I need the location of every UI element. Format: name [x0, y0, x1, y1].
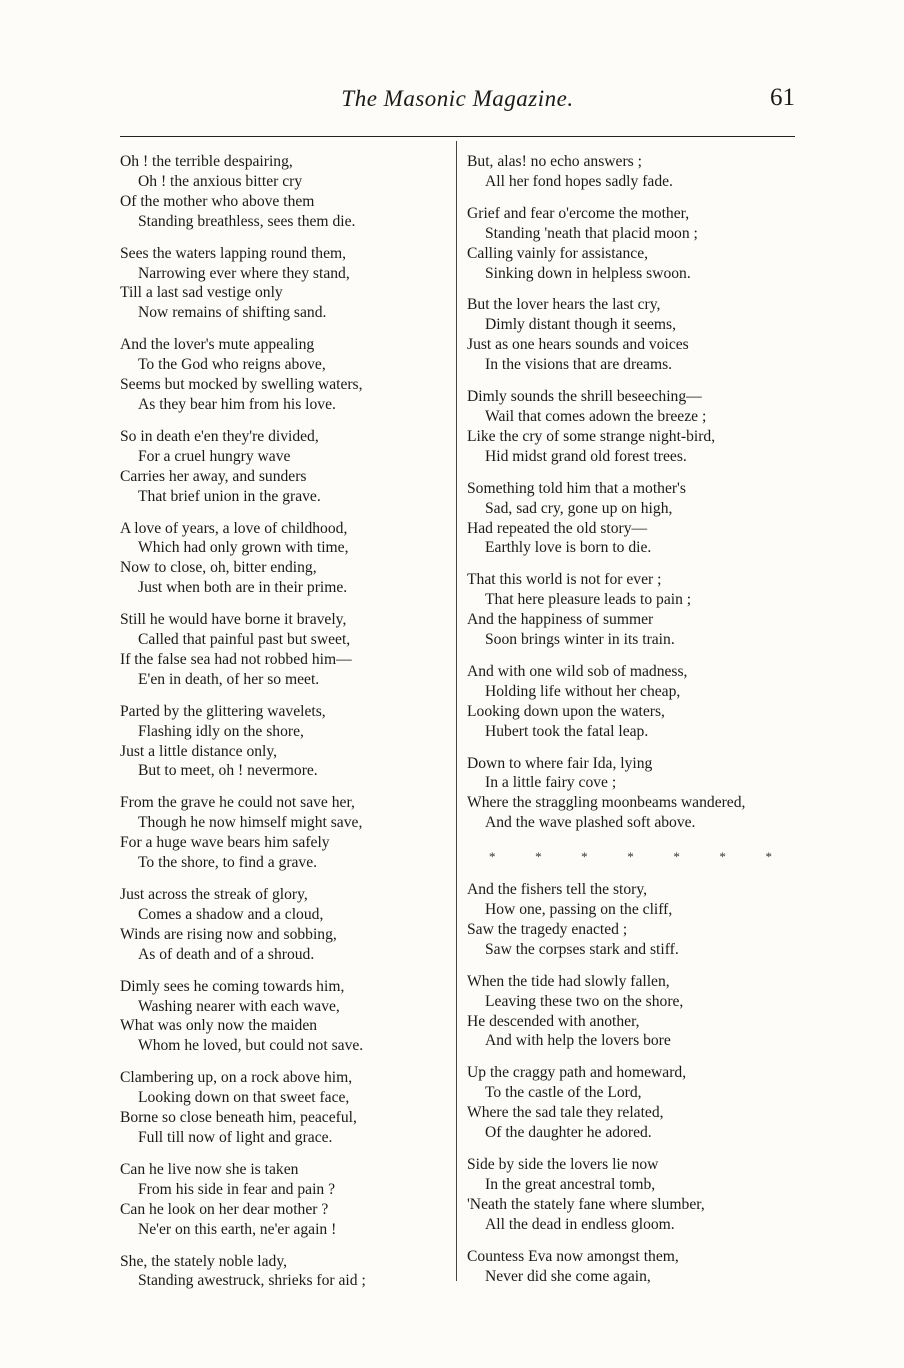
verse-line: Can he live now she is taken [120, 1160, 299, 1178]
verse-line: Still he would have borne it bravely, [120, 611, 347, 629]
stanza [467, 570, 792, 650]
verse-line: Saw the corpses stark and stiff. [485, 940, 679, 958]
verse-line: Sinking down in helpless swoon. [485, 264, 691, 282]
verse-line: Just as one hears sounds and voices [467, 336, 689, 354]
verse-line: Winds are rising now and sobbing, [120, 925, 337, 943]
verse-line: Seems but mocked by swelling waters, [120, 376, 363, 394]
verse-line: Something told him that a mother's [467, 479, 686, 497]
asterisk: * [581, 849, 588, 865]
verse-line: Had repeated the old story— [467, 519, 648, 537]
page-number: 61 [770, 84, 795, 111]
verse-line: Standing breathless, sees them die. [138, 212, 356, 230]
verse-line: All the dead in endless gloom. [485, 1215, 675, 1233]
verse-line: Sees the waters lapping round them, [120, 244, 347, 262]
header-rule [120, 136, 795, 137]
verse-line: Dimly sees he coming towards him, [120, 977, 345, 995]
verse-line: From the grave he could not save her, [120, 794, 355, 812]
verse-line: For a huge wave bears him safely [120, 834, 330, 852]
verse-line: Which had only grown with time, [138, 539, 349, 557]
verse-line: And the happiness of summer [467, 611, 654, 629]
verse-line: Saw the tragedy enacted ; [467, 920, 628, 938]
stanza [120, 1068, 446, 1148]
verse-line: Standing awestruck, shrieks for aid ; [138, 1272, 366, 1290]
verse-line: Washing nearer with each wave, [138, 997, 340, 1015]
stanza [467, 387, 792, 467]
verse-line: She, the stately noble lady, [120, 1252, 288, 1270]
stanza [467, 1247, 792, 1287]
verse-line: Earthly love is born to die. [485, 539, 652, 557]
verse-line: From his side in fear and pain ? [138, 1180, 336, 1198]
verse-line: Of the daughter he adored. [485, 1124, 652, 1142]
stanza [467, 479, 792, 559]
asterisk: * [489, 849, 496, 865]
verse-line: When the tide had slowly fallen, [467, 972, 670, 990]
verse-line: All her fond hopes sadly fade. [485, 172, 673, 190]
verse-line: Holding life without her cheap, [485, 682, 681, 700]
verse-line: Whom he loved, but could not save. [138, 1037, 364, 1055]
verse-line: Dimly distant though it seems, [485, 316, 677, 334]
verse-line: But the lover hears the last cry, [467, 296, 661, 314]
verse-line: Just when both are in their prime. [138, 579, 348, 597]
verse-line: Sad, sad cry, gone up on high, [485, 499, 673, 517]
stanza [120, 152, 446, 232]
verse-line: And with one wild sob of madness, [467, 662, 688, 680]
stanza [467, 880, 792, 960]
verse-line: Oh ! the anxious bitter cry [138, 172, 303, 190]
asterisk: * [719, 849, 726, 865]
verse-line: Can he look on her dear mother ? [120, 1200, 329, 1218]
verse-line: Never did she come again, [485, 1267, 651, 1285]
verse-line: Soon brings winter in its train. [485, 631, 675, 649]
verse-line: Till a last sad vestige only [120, 284, 283, 302]
verse-line: Where the sad tale they related, [467, 1104, 664, 1122]
verse-line: For a cruel hungry wave [138, 447, 291, 465]
stanza [120, 335, 446, 415]
verse-line: Countess Eva now amongst them, [467, 1247, 679, 1265]
verse-line: Called that painful past but sweet, [138, 631, 351, 649]
verse-line: Down to where fair Ida, lying [467, 754, 653, 772]
stanza [467, 754, 792, 834]
verse-line: In a little fairy cove ; [485, 774, 617, 792]
left-column [120, 152, 446, 1303]
verse-line: Side by side the lovers lie now [467, 1155, 659, 1173]
verse-line: That here pleasure leads to pain ; [485, 591, 692, 609]
verse-line: Ne'er on this earth, ne'er again ! [138, 1220, 337, 1238]
verse-line: Leaving these two on the shore, [485, 992, 684, 1010]
stanza [120, 885, 446, 965]
verse-line: Looking down on that sweet face, [138, 1089, 350, 1107]
stanza [467, 295, 792, 375]
verse-line: How one, passing on the cliff, [485, 901, 673, 918]
stanza [467, 1063, 792, 1143]
column-divider [456, 141, 457, 1281]
verse-line: Where the straggling moonbeams wandered, [467, 794, 746, 812]
stanza [120, 1160, 446, 1240]
stanza [467, 972, 792, 1052]
verse-line: But, alas! no echo answers ; [467, 153, 642, 170]
right-column [467, 152, 792, 1298]
stanza [467, 204, 792, 284]
verse-line: Though he now himself might save, [138, 814, 363, 832]
stanza [120, 1252, 446, 1292]
verse-line: Just across the streak of glory, [120, 886, 308, 903]
verse-line: A love of years, a love of childhood, [120, 519, 348, 537]
stanza [467, 152, 792, 192]
verse-line: Borne so close beneath him, peaceful, [120, 1109, 357, 1127]
verse-line: Clambering up, on a rock above him, [120, 1069, 353, 1087]
verse-line: Now to close, oh, bitter ending, [120, 559, 317, 577]
verse-line: Hid midst grand old forest trees. [485, 447, 687, 465]
verse-line: What was only now the maiden [120, 1017, 318, 1035]
stanza [120, 244, 446, 324]
right-column-bottom [467, 880, 792, 1286]
right-column-top [467, 152, 792, 833]
verse-line: Wail that comes adown the breeze ; [485, 407, 707, 425]
verse-line: Full till now of light and grace. [138, 1128, 333, 1146]
stanza [120, 519, 446, 599]
stanza [120, 793, 446, 873]
asterisk: * [627, 849, 634, 865]
page-header [120, 86, 795, 126]
verse-line: Now remains of shifting sand. [138, 304, 327, 322]
asterisk: * [765, 849, 772, 865]
verse-line: But to meet, oh ! nevermore. [138, 762, 318, 780]
verse-line: Comes a shadow and a cloud, [138, 905, 324, 923]
verse-line: And the wave plashed soft above. [485, 814, 696, 832]
verse-line: Like the cry of some strange night-bird, [467, 427, 716, 445]
verse-line: Carries her away, and sunders [120, 467, 307, 485]
verse-line: Dimly sounds the shrill beseeching— [467, 388, 702, 406]
verse-line: As they bear him from his love. [138, 395, 336, 413]
running-title: The Masonic Magazine. [341, 86, 574, 111]
section-separator [467, 845, 792, 867]
verse-line: That this world is not for ever ; [467, 571, 662, 589]
verse-line: In the great ancestral tomb, [485, 1175, 656, 1193]
asterisk: * [673, 849, 680, 865]
stanza [467, 1155, 792, 1235]
verse-line: So in death e'en they're divided, [120, 427, 319, 445]
verse-line: Up the craggy path and homeward, [467, 1064, 687, 1082]
verse-line: And with help the lovers bore [485, 1032, 671, 1050]
verse-line: He descended with another, [467, 1012, 640, 1030]
stanza [120, 702, 446, 782]
verse-line: As of death and of a shroud. [138, 945, 315, 963]
verse-line: Narrowing ever where they stand, [138, 264, 350, 282]
stanza [120, 610, 446, 690]
verse-line: Oh ! the terrible despairing, [120, 153, 293, 170]
verse-line: Flashing idly on the shore, [138, 722, 304, 740]
verse-line: E'en in death, of her so meet. [138, 670, 320, 688]
verse-line: Calling vainly for assistance, [467, 244, 649, 262]
verse-line: In the visions that are dreams. [485, 356, 673, 374]
verse-line: And the fishers tell the story, [467, 881, 648, 899]
verse-line: And the lover's mute appealing [120, 336, 315, 354]
verse-line: 'Neath the stately fane where slumber, [467, 1195, 705, 1213]
verse-line: If the false sea had not robbed him— [120, 650, 352, 668]
verse-line: Just a little distance only, [120, 742, 278, 760]
verse-line: Grief and fear o'ercome the mother, [467, 204, 690, 222]
verse-line: Looking down upon the waters, [467, 702, 665, 720]
stanza [120, 427, 446, 507]
verse-line: Standing 'neath that placid moon ; [485, 224, 698, 242]
verse-line: That brief union in the grave. [138, 487, 321, 505]
verse-line: Hubert took the fatal leap. [485, 722, 649, 740]
verse-line: Of the mother who above them [120, 192, 315, 210]
verse-line: To the God who reigns above, [138, 356, 326, 374]
verse-line: To the castle of the Lord, [485, 1084, 642, 1102]
asterisk: * [535, 849, 542, 865]
verse-line: To the shore, to find a grave. [138, 854, 318, 872]
stanza [120, 977, 446, 1057]
verse-line: Parted by the glittering wavelets, [120, 702, 326, 720]
stanza [467, 662, 792, 742]
